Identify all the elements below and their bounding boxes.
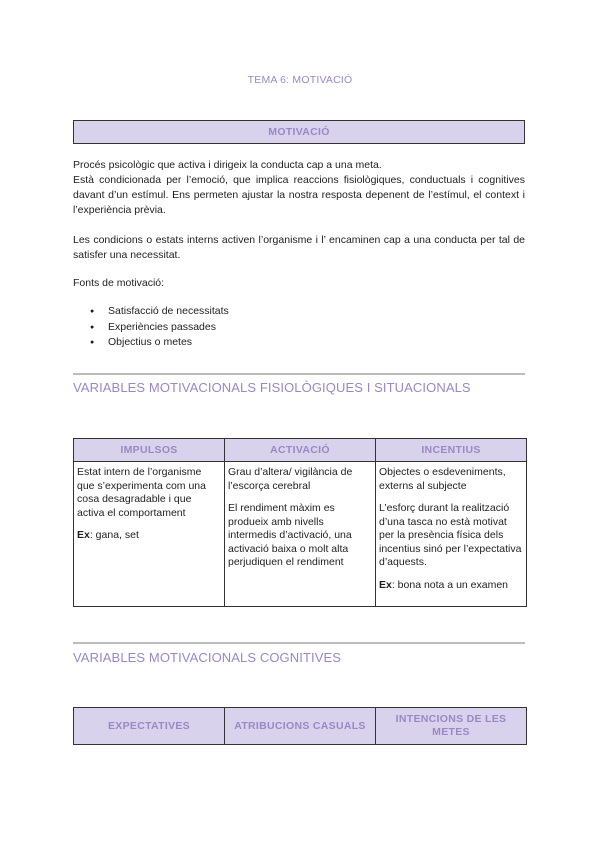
banner-title: MOTIVACIÓ <box>268 126 330 138</box>
conditions-paragraph <box>73 233 525 263</box>
example-text: : gana, set <box>89 529 139 541</box>
impulsos-example <box>77 529 221 543</box>
column-header-impulsos: IMPULSOS <box>74 439 225 462</box>
table-row <box>74 462 527 607</box>
divider-1 <box>73 373 525 375</box>
incentius-detail: L’esforç durant la realització d’una tasca no està motivat per la presència física dels incentius sinó per l’expectativa d’aquests. <box>379 502 522 568</box>
cell-incentius <box>376 462 527 607</box>
incentius-example <box>379 579 523 593</box>
column-header-intencions: INTENCIONS DE LES METES <box>376 708 527 745</box>
cognitive-variables-table <box>73 707 527 745</box>
example-text: : bona nota a un examen <box>391 578 509 591</box>
section-heading-physiological: VARIABLES MOTIVACIONALS FISIOLÒGIQUES I SITUACIONALS <box>73 380 471 395</box>
section-heading-cognitive: VARIABLES MOTIVACIONALS COGNITIVES <box>73 650 342 665</box>
fonts-label: Fonts de motivació: <box>73 277 165 289</box>
page-title: TEMA 6: MOTIVACIÓ <box>247 74 353 86</box>
activacio-detail: El rendiment màxim es produeix amb nivells intermedis d’activació, una activació baixa o molt alta perjudiquen el rendiment <box>228 502 352 568</box>
fonts-label-block <box>73 276 525 291</box>
conditions-text: Les condicions o estats interns activen l’organisme i l’ encaminen cap a una conducta per tal de satisfer una necessitat. <box>73 234 525 261</box>
column-header-incentius: INCENTIUS <box>376 439 527 462</box>
intro-line-1: Procés psicològic que activa i dirigeix la conducta cap a una meta. <box>73 159 382 171</box>
list-item: ● Satisfacció de necessitats <box>90 304 229 320</box>
impulsos-definition: Estat intern de l’organisme que s’experimenta com una cosa desagradable i que activa el comportament <box>77 466 206 519</box>
physiological-variables-table <box>73 438 527 607</box>
cell-activacio <box>225 462 376 607</box>
motivation-sources-list <box>90 304 229 351</box>
list-item: ● Objectius o metes <box>90 335 229 351</box>
section-banner-motivacio <box>73 120 525 144</box>
column-header-atribucions: ATRIBUCIONS CASUALS <box>225 708 376 745</box>
column-header-expectatives: EXPECTATIVES <box>74 708 225 745</box>
example-label: Ex <box>77 529 90 541</box>
cell-impulsos <box>74 462 225 607</box>
column-header-activacio: ACTIVACIÓ <box>225 439 376 462</box>
incentius-definition: Objectes o esdeveniments, externs al subjecte <box>379 466 506 492</box>
example-label: Ex <box>379 578 392 591</box>
intro-paragraph <box>73 158 525 218</box>
activacio-definition: Grau d’altera/ vigilància de l’escorça cerebral <box>228 466 353 492</box>
divider-2 <box>73 642 525 644</box>
intro-line-2: Està condicionada per l’emoció, que implica reaccions fisiològiques, conductuals i cognitives davant d’un estímul. Ens permeten ajustar la nostra resposta depenent de l’estímul, el context i l’experiència prèvia. <box>73 174 525 216</box>
list-item: ● Experiències passades <box>90 320 229 336</box>
